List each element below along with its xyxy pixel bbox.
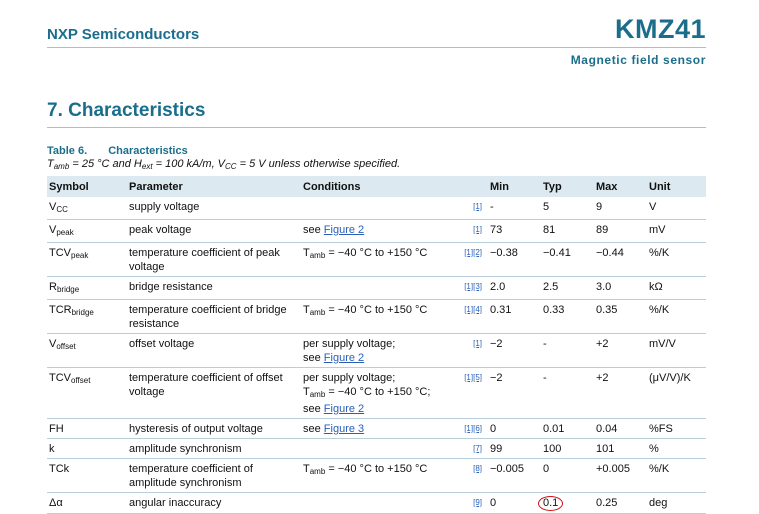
table-row (47, 368, 706, 419)
min-cell: 0 (488, 419, 541, 439)
min-cell: 0.31 (488, 300, 541, 334)
note-reference[interactable]: [8] (456, 459, 488, 493)
typ-cell: - (541, 368, 594, 419)
table-number: Table 6. (47, 145, 88, 157)
max-cell: 0.25 (594, 493, 647, 514)
product-name: KMZ41 (614, 14, 706, 44)
col-max: Max (594, 176, 647, 197)
parameter-cell: temperature coefficient of peak voltage (127, 243, 301, 277)
conditions-cell (301, 439, 456, 459)
unit-cell: mV (647, 220, 706, 243)
typ-cell: 0 (541, 459, 594, 493)
condition-figure-ref: see Figure 3 (303, 423, 365, 435)
section-divider (47, 127, 706, 128)
conditions-cell (301, 220, 456, 243)
max-cell: +2 (594, 334, 647, 368)
typ-cell: 2.5 (541, 277, 594, 300)
typ-cell (541, 493, 594, 514)
condition-line: per supply voltage; (303, 372, 396, 384)
section-title: 7. Characteristics (47, 100, 206, 121)
unit-cell: kΩ (647, 277, 706, 300)
unit-cell: %/K (647, 300, 706, 334)
symbol-cell: TCk (47, 459, 127, 493)
min-cell: −2 (488, 334, 541, 368)
typ-cell: 5 (541, 197, 594, 220)
table-row (47, 277, 706, 300)
symbol-cell: $R_{bridge}$ (47, 277, 127, 300)
unit-cell: mV/V (647, 334, 706, 368)
parameter-cell: bridge resistance (127, 277, 301, 300)
max-cell: 101 (594, 439, 647, 459)
parameter-cell: hysteresis of output voltage (127, 419, 301, 439)
max-cell: +2 (594, 368, 647, 419)
col-unit: Unit (647, 176, 706, 197)
condition-temp: $T_{amb} = -40$ °C to +150 °C; (303, 386, 431, 399)
note-reference[interactable]: [1] (456, 334, 488, 368)
table-row (47, 493, 706, 514)
note-reference[interactable]: [1][5] (456, 368, 488, 419)
max-cell: 0.35 (594, 300, 647, 334)
min-cell: - (488, 197, 541, 220)
col-symbol: Symbol (47, 176, 127, 197)
unit-cell: V (647, 197, 706, 220)
conditions-cell (301, 243, 456, 277)
col-parameter: Parameter (127, 176, 301, 197)
min-cell: −0.38 (488, 243, 541, 277)
conditions-cell (301, 300, 456, 334)
max-cell: 3.0 (594, 277, 647, 300)
typ-cell: 100 (541, 439, 594, 459)
max-cell: 89 (594, 220, 647, 243)
symbol-cell: $V_{offset}$ (47, 334, 127, 368)
table-row (47, 197, 706, 220)
symbol-cell: $TCV_{offset}$ (47, 368, 127, 419)
parameter-cell: temperature coefficient of offset voltage (127, 368, 301, 419)
figure-link[interactable]: Figure 2 (323, 403, 365, 415)
symbol-cell: Δα (47, 493, 127, 514)
conditions-cell (301, 334, 456, 368)
min-cell: 73 (488, 220, 541, 243)
symbol-cell: $TCV_{peak}$ (47, 243, 127, 277)
condition-figure-ref: see Figure 2 (303, 224, 365, 236)
col-notes (456, 176, 488, 197)
parameter-cell: angular inaccuracy (127, 493, 301, 514)
min-cell: −0.005 (488, 459, 541, 493)
note-reference[interactable]: [1][4] (456, 300, 488, 334)
condition-line: per supply voltage; (303, 338, 396, 350)
conditions-cell (301, 197, 456, 220)
table-header-row (47, 176, 706, 197)
figure-link[interactable]: Figure 2 (323, 224, 365, 236)
note-reference[interactable]: [7] (456, 439, 488, 459)
table-title: Characteristics (108, 145, 188, 157)
note-reference[interactable]: [1][2] (456, 243, 488, 277)
table-row (47, 243, 706, 277)
condition-figure-ref: see Figure 2 (303, 403, 365, 415)
min-cell: 2.0 (488, 277, 541, 300)
unit-cell: %/K (647, 243, 706, 277)
symbol-cell: $V_{CC}$ (47, 197, 127, 220)
symbol-cell: FH (47, 419, 127, 439)
max-cell: 9 (594, 197, 647, 220)
characteristics-table (47, 176, 706, 514)
figure-link[interactable]: Figure 2 (323, 352, 365, 364)
typ-cell: 81 (541, 220, 594, 243)
parameter-cell: temperature coefficient of amplitude synchronism (127, 459, 301, 493)
header-divider (47, 47, 706, 48)
table-row (47, 419, 706, 439)
unit-cell: %FS (647, 419, 706, 439)
max-cell: 0.04 (594, 419, 647, 439)
col-conditions: Conditions (301, 176, 456, 197)
symbol-cell: k (47, 439, 127, 459)
min-cell: 0 (488, 493, 541, 514)
symbol-cell: $TCR_{bridge}$ (47, 300, 127, 334)
unit-cell: % (647, 439, 706, 459)
min-cell: 99 (488, 439, 541, 459)
condition-temp: $T_{amb} = -40$ °C to +150 °C (303, 304, 428, 317)
parameter-cell: supply voltage (127, 197, 301, 220)
table-row (47, 334, 706, 368)
col-typ: Typ (541, 176, 594, 197)
unit-cell: deg (647, 493, 706, 514)
parameter-cell: temperature coefficient of bridge resistance (127, 300, 301, 334)
conditions-cell (301, 277, 456, 300)
unit-cell: %/K (647, 459, 706, 493)
conditions-cell (301, 419, 456, 439)
highlight-circle: 0.1 (538, 496, 563, 511)
max-cell: +0.005 (594, 459, 647, 493)
note-reference[interactable]: [1] (456, 220, 488, 243)
note-reference[interactable]: [9] (456, 493, 488, 514)
table-conditions-note: $T_{amb} = 25$ °C and $H_{ext} = 100$ kA/m, $V_{CC} = 5$ V unless otherwise specified. (47, 158, 401, 171)
condition-temp: $T_{amb} = -40$ °C to +150 °C (303, 463, 428, 476)
conditions-cell (301, 459, 456, 493)
table-row (47, 300, 706, 334)
note-reference[interactable]: [1] (456, 197, 488, 220)
conditions-cell (301, 368, 456, 419)
table-row (47, 220, 706, 243)
table-row (47, 459, 706, 493)
min-cell: −2 (488, 368, 541, 419)
symbol-cell: $V_{peak}$ (47, 220, 127, 243)
condition-temp: $T_{amb} = -40$ °C to +150 °C (303, 247, 428, 260)
condition-figure-ref: see Figure 2 (303, 352, 365, 364)
figure-link[interactable]: Figure 3 (323, 423, 365, 435)
max-cell: −0.44 (594, 243, 647, 277)
table-caption (47, 145, 188, 157)
company-name: NXP Semiconductors (47, 26, 200, 43)
note-reference[interactable]: [1][3] (456, 277, 488, 300)
product-subtitle: Magnetic field sensor (570, 53, 706, 67)
typ-cell: 0.33 (541, 300, 594, 334)
conditions-cell (301, 493, 456, 514)
col-min: Min (488, 176, 541, 197)
typ-cell: 0.01 (541, 419, 594, 439)
typ-cell: −0.41 (541, 243, 594, 277)
table-row (47, 439, 706, 459)
typ-cell: - (541, 334, 594, 368)
note-reference[interactable]: [1][6] (456, 419, 488, 439)
parameter-cell: offset voltage (127, 334, 301, 368)
parameter-cell: peak voltage (127, 220, 301, 243)
parameter-cell: amplitude synchronism (127, 439, 301, 459)
unit-cell: (μV/V)/K (647, 368, 706, 419)
